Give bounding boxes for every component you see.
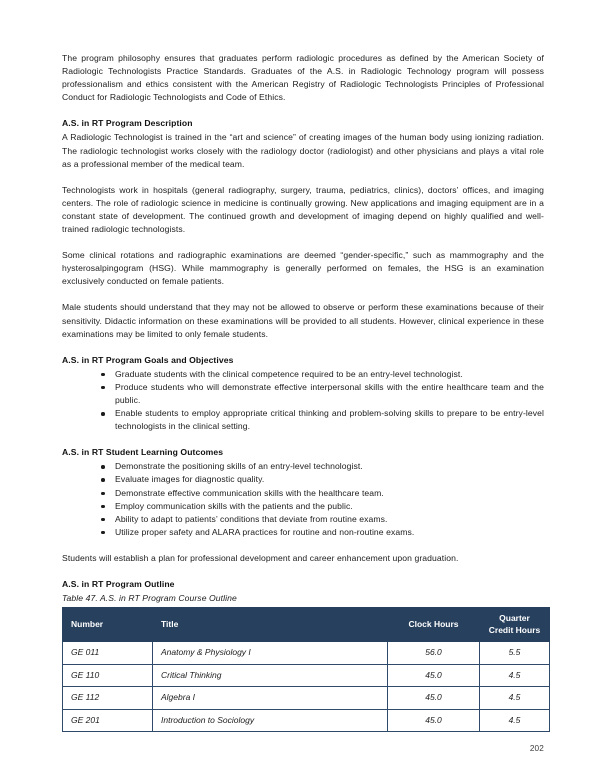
table-body bbox=[63, 642, 550, 732]
list-item bbox=[62, 487, 544, 500]
cell-clock-hours: 45.0 bbox=[388, 664, 480, 687]
bullet-dot-icon bbox=[101, 373, 105, 377]
list-item bbox=[62, 381, 544, 407]
bullet-dot-icon bbox=[101, 478, 105, 482]
bullet-dot-icon bbox=[101, 518, 105, 522]
column-header-number: Number bbox=[63, 608, 153, 642]
cell-course-title: Anatomy & Physiology I bbox=[153, 642, 388, 665]
cell-clock-hours: 56.0 bbox=[388, 642, 480, 665]
cell-clock-hours: 45.0 bbox=[388, 687, 480, 710]
table-caption: Table 47. A.S. in RT Program Course Outline bbox=[62, 593, 237, 604]
cell-clock-hours: 45.0 bbox=[388, 709, 480, 732]
cell-course-number: GE 011 bbox=[63, 642, 153, 665]
list-item-text: Employ communication skills with the patients and the public. bbox=[115, 500, 353, 511]
list-item bbox=[62, 407, 544, 433]
list-learning-outcomes bbox=[62, 460, 544, 539]
paragraph-description-3: Some clinical rotations and radiographic examinations are deemed “gender-specific,” such as mammography and the hysterosalpingogram (HSG). While mammography is generally performed on females, the HSG is an examination exclusively conducted on female patients. bbox=[62, 250, 544, 287]
list-item-text: Produce students who will demonstrate effective interpersonal skills with the entire healthcare team and the public. bbox=[115, 381, 544, 405]
table-header bbox=[63, 608, 550, 642]
list-goals-objectives bbox=[62, 368, 544, 433]
bullet-dot-icon bbox=[101, 505, 105, 509]
cell-course-title: Algebra I bbox=[153, 687, 388, 710]
table-header-row bbox=[63, 608, 550, 642]
list-item-text: Utilize proper safety and ALARA practices for routine and non-routine exams. bbox=[115, 526, 415, 537]
column-header-clock-hours: Clock Hours bbox=[388, 608, 480, 642]
list-item-text: Ability to adapt to patients’ conditions that deviate from routine exams. bbox=[115, 513, 388, 524]
section-goals-objectives bbox=[62, 354, 544, 434]
column-header-title: Title bbox=[153, 608, 388, 642]
bullet-dot-icon bbox=[101, 531, 105, 535]
cell-course-number: GE 110 bbox=[63, 664, 153, 687]
list-item bbox=[62, 473, 544, 486]
table-row bbox=[63, 709, 550, 732]
list-item-text: Graduate students with the clinical competence required to be an entry-level technologist. bbox=[115, 368, 463, 379]
page-number: 202 bbox=[529, 744, 544, 753]
list-item-text: Demonstrate effective communication skills with the healthcare team. bbox=[115, 487, 384, 498]
paragraph-description-2: Technologists work in hospitals (general radiography, surgery, trauma, pediatrics, clinics), doctors’ offices, and imaging centers. The role of radiologic science in medicine is continually growing. New applications and imaging equipment are in a constant state of development. The continued growth and development of imaging depend on highly qualified and well-trained radiologic technologists. bbox=[62, 184, 544, 235]
course-outline-table bbox=[62, 607, 550, 732]
cell-course-number: GE 112 bbox=[63, 687, 153, 710]
list-item-text: Enable students to employ appropriate critical thinking and problem-solving skills to prepare to be entry-level technologists in the clinical setting. bbox=[115, 408, 544, 432]
table-row bbox=[63, 664, 550, 687]
cell-course-title: Introduction to Sociology bbox=[153, 709, 388, 732]
list-item-text: Evaluate images for diagnostic quality. bbox=[115, 474, 265, 485]
cell-quarter-credit-hours: 5.5 bbox=[480, 642, 550, 665]
cell-quarter-credit-hours: 4.5 bbox=[480, 687, 550, 710]
cell-quarter-credit-hours: 4.5 bbox=[480, 664, 550, 687]
list-item bbox=[62, 500, 544, 513]
list-item-text: Demonstrate the positioning skills of an entry-level technologist. bbox=[115, 461, 363, 472]
paragraph-closing: Students will establish a plan for professional development and career enhancement upon graduation. bbox=[62, 552, 459, 563]
cell-course-title: Critical Thinking bbox=[153, 664, 388, 687]
paragraph-description-4: Male students should understand that they may not be allowed to observe or perform these examinations because of their sensitivity. Didactic information on these examinations will be provided to all students. However, clinical experience in these examinations may be limited to only female students. bbox=[62, 302, 544, 339]
paragraph-description-1: A Radiologic Technologist is trained in the “art and science” of creating images of the human body using ionizing radiation. The radiologic technologist works closely with the radiology doctor (radiologist) and other physicians and plays a vital role as a professional member of the medical team. bbox=[62, 132, 544, 169]
bullet-dot-icon bbox=[101, 412, 105, 416]
list-item bbox=[62, 513, 544, 526]
heading-program-description: A.S. in RT Program Description bbox=[62, 118, 193, 129]
list-item bbox=[62, 526, 544, 539]
paragraph-program-philosophy: The program philosophy ensures that graduates perform radiologic procedures as defined by the American Society of Radiologic Technologists Practice Standards. Graduates of the A.S. in Radiologic Technology program will possess professionalism and ethics consistent with the American Registry of Radiologic Technologists Principles of Professional Conduct for Radiologic Technologists and Code of Ethics. bbox=[62, 53, 544, 103]
table-row bbox=[63, 687, 550, 710]
section-learning-outcomes bbox=[62, 446, 544, 539]
section-program-outline bbox=[62, 578, 544, 732]
column-header-quarter-credit-hours: Quarter Credit Hours bbox=[480, 608, 550, 642]
bullet-dot-icon bbox=[101, 386, 105, 390]
list-item bbox=[62, 460, 544, 473]
cell-course-number: GE 201 bbox=[63, 709, 153, 732]
heading-program-outline: A.S. in RT Program Outline bbox=[62, 579, 175, 589]
bullet-dot-icon bbox=[101, 492, 105, 496]
heading-learning-outcomes: A.S. in RT Student Learning Outcomes bbox=[62, 447, 224, 458]
section-program-description bbox=[62, 117, 544, 170]
table-row bbox=[63, 642, 550, 665]
bullet-dot-icon bbox=[101, 465, 105, 469]
list-item bbox=[62, 368, 544, 381]
cell-quarter-credit-hours: 4.5 bbox=[480, 709, 550, 732]
heading-goals-objectives: A.S. in RT Program Goals and Objectives bbox=[62, 354, 234, 365]
